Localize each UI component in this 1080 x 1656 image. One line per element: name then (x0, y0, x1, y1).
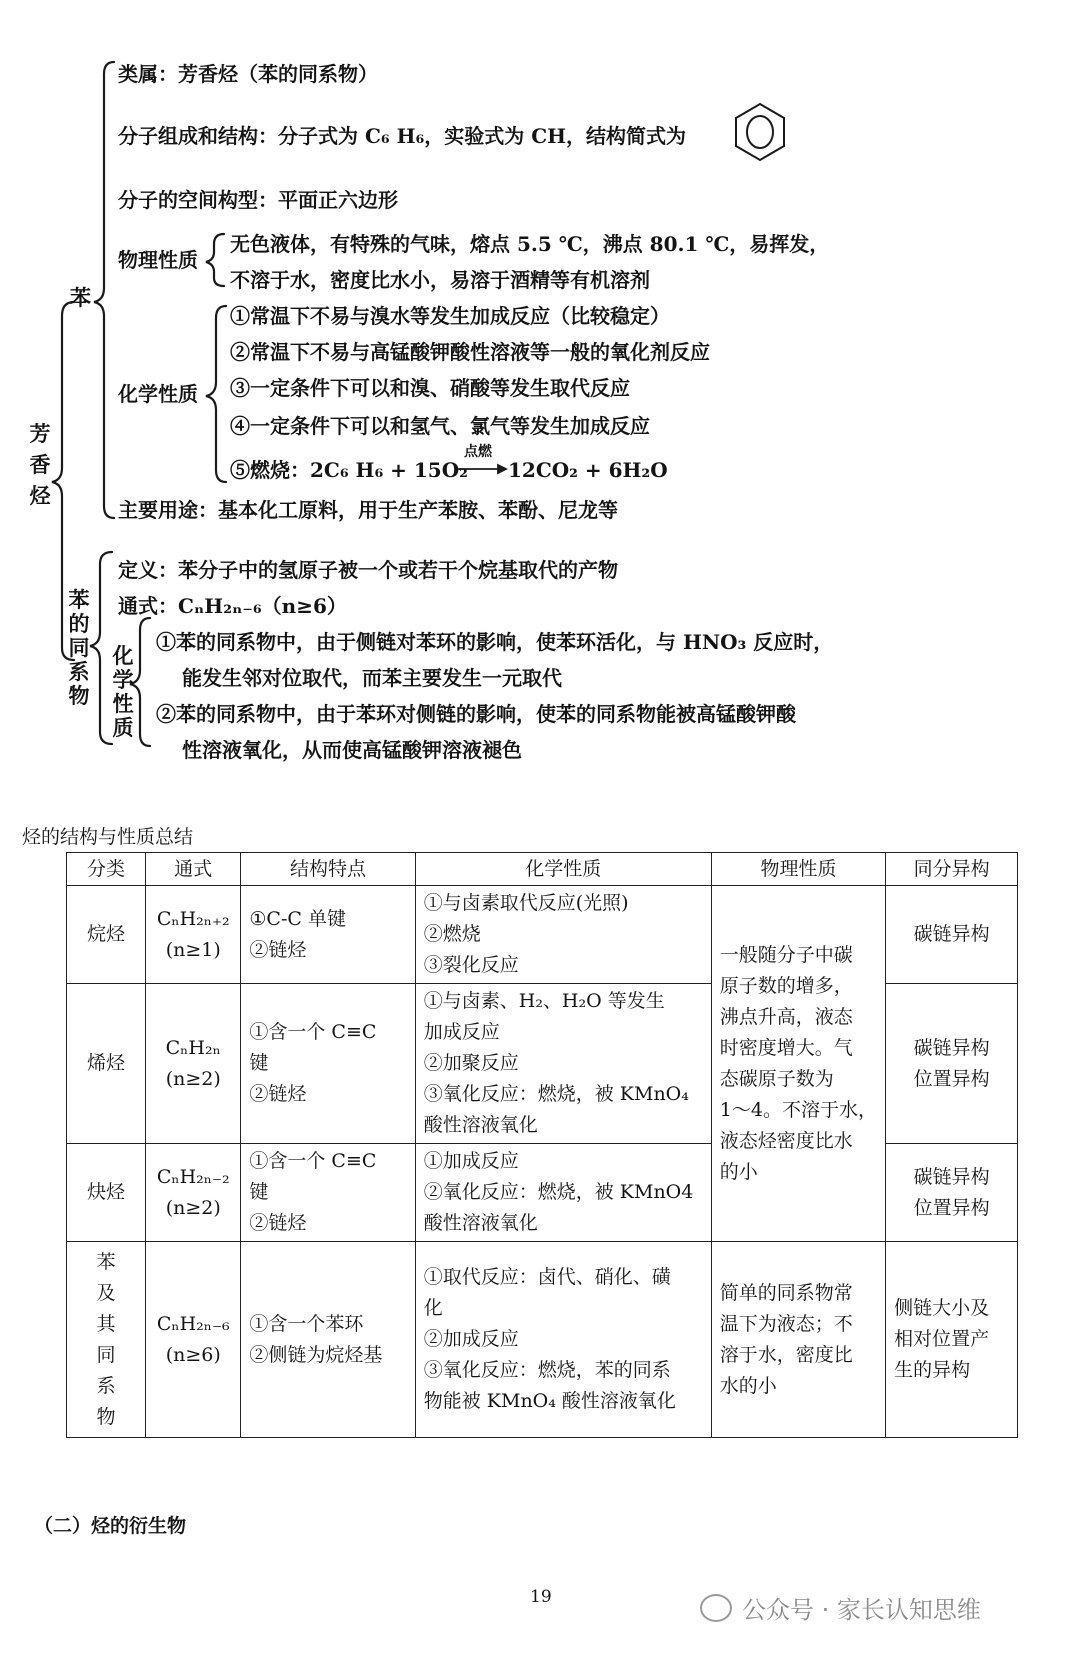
isomer-line: 相对位置产 (894, 1328, 990, 1350)
benzene-geometry: 分子的空间构型：平面正六边形 (118, 188, 398, 212)
cell-chemical (415, 1242, 711, 1438)
cell-isomer (886, 1242, 1018, 1438)
isomer-line: 侧链大小及 (894, 1297, 990, 1319)
section-heading: （二）烃的衍生物 (34, 1515, 187, 1537)
structure-line: ①含一个 C≡C (249, 1021, 377, 1043)
combustion-reactants: ⑤燃烧：2C₆ H₆ + 15O₂ (230, 458, 468, 482)
cell-structure (241, 1144, 415, 1242)
physical-line: 1～4。不溶于水， (719, 1098, 877, 1121)
category-vertical: 苯及其同系物 (96, 1250, 116, 1428)
combustion-condition: 点燃 (464, 444, 492, 460)
header-formula: 通式 (146, 853, 241, 886)
benzene-label: 苯 (70, 285, 91, 310)
cell-physical (711, 1242, 885, 1438)
cell-isomer (886, 886, 1018, 984)
isomer-line: 碳链异构 (913, 1165, 990, 1188)
benzene-category: 类属：芳香烃（苯的同系物） (118, 62, 378, 86)
chemical-line: 物能被 KMnO₄ 酸性溶液氧化 (423, 1390, 676, 1412)
chem-line-3: ③一定条件下可以和溴、硝酸等发生取代反应 (230, 376, 630, 400)
homolog-general-formula: 通式：CₙH₂ₙ₋₆（n≥6） (118, 594, 347, 618)
combustion-products: 12CO₂ + 6H₂O (508, 458, 668, 482)
formula-condition: (n≥2) (165, 1067, 221, 1090)
header-category: 分类 (67, 853, 146, 886)
formula-text: CₙH₂ₙ₋₆ (156, 1312, 230, 1335)
header-chemical: 化学性质 (415, 853, 711, 886)
cell-chemical (415, 886, 711, 984)
chem-line-4: ④一定条件下可以和氢气、氯气等发生加成反应 (230, 414, 650, 438)
physical-line: 液态烃密度比水 (719, 1129, 853, 1152)
homolog-line-3: ②苯的同系物中，由于苯环对侧链的影响，使苯的同系物能被高锰酸钾酸 (156, 702, 796, 726)
isomer-line: 碳链异构 (913, 923, 990, 945)
structure-line: ①含一个 C≡C (249, 1150, 377, 1172)
homolog-label: 苯的同系物 (68, 587, 90, 708)
cell-chemical (415, 984, 711, 1144)
page-number: 19 (530, 1587, 552, 1607)
formula-condition: (n≥2) (165, 1196, 221, 1219)
cell-structure (241, 984, 415, 1144)
structure-line: ②侧链为烷烃基 (249, 1343, 383, 1366)
physical-line: 时密度增大。气 (719, 1036, 853, 1059)
table-row (67, 1242, 1018, 1438)
header-structure: 结构特点 (241, 853, 415, 886)
root-label-vertical (28, 418, 52, 511)
structure-line: 键 (249, 1181, 269, 1203)
homolog-definition: 定义：苯分子中的氢原子被一个或若干个烷基取代的产物 (118, 558, 618, 582)
isomer-line: 位置异构 (913, 1067, 990, 1090)
chemical-line: ②氧化反应：燃烧，被 KMnO4 (423, 1181, 694, 1203)
cell-formula (146, 984, 241, 1144)
chemical-line: 酸性溶液氧化 (423, 1114, 538, 1136)
chemical-line: ③氧化反应：燃烧，被 KMnO₄ (423, 1083, 689, 1105)
watermark (700, 1590, 981, 1625)
chemical-line: ①与卤素取代反应(光照) (423, 892, 629, 914)
structure-line: 键 (249, 1052, 269, 1074)
cell-physical-merged (711, 886, 885, 1242)
structure-line: ①含一个苯环 (249, 1312, 364, 1335)
physical-line: 的小 (719, 1160, 758, 1183)
physical-line: 温下为液态；不 (719, 1312, 853, 1335)
physical-line: 溶于水，密度比 (719, 1343, 853, 1366)
cell-structure (241, 886, 415, 984)
cell-formula (146, 1242, 241, 1438)
homolog-line-1: ①苯的同系物中，由于侧链对苯环的影响，使苯环活化，与 HNO₃ 反应时， (156, 630, 834, 654)
formula-text: CₙH₂ₙ₋₂ (156, 1165, 230, 1188)
formula-text: CₙH₂ₙ₊₂ (156, 907, 230, 930)
root-label: 芳香烃 (29, 421, 51, 508)
benzene-uses: 主要用途：基本化工原料，用于生产苯胺、苯酚、尼龙等 (118, 498, 618, 522)
benzene-ring-icon (736, 104, 784, 160)
cell-category: 炔烃 (67, 1144, 146, 1242)
chemical-line: 加成反应 (423, 1021, 500, 1043)
physical-props-label: 物理性质 (118, 248, 198, 272)
hydrocarbon-summary-table (66, 852, 1018, 1438)
physical-line: 水的小 (719, 1374, 777, 1397)
formula-condition: (n≥1) (165, 938, 221, 961)
formula-condition: (n≥6) (165, 1343, 221, 1366)
cell-category: 烯烃 (67, 984, 146, 1144)
cell-category: 烷烃 (67, 886, 146, 984)
cell-isomer (886, 1144, 1018, 1242)
table-header-row (67, 853, 1018, 886)
chem-line-2: ②常温下不易与高锰酸钾酸性溶液等一般的氧化剂反应 (230, 340, 710, 364)
watermark-text: 公众号 · 家长认知思维 (742, 1596, 981, 1624)
structure-line: ②链烃 (249, 1212, 307, 1234)
physical-line-1: 无色液体，有特殊的气味，熔点 5.5 ℃，沸点 80.1 ℃，易挥发， (230, 232, 830, 256)
chemical-line: ①与卤素、H₂、H₂O 等发生 (423, 990, 665, 1012)
chemical-line: ②燃烧 (423, 923, 481, 945)
structure-line: ②链烃 (249, 938, 307, 961)
cell-isomer (886, 984, 1018, 1144)
chemical-props-label: 化学性质 (118, 382, 198, 406)
chemical-line: ③氧化反应：燃烧，苯的同系 (423, 1359, 671, 1381)
physical-line: 原子数的增多， (719, 974, 853, 997)
structure-line: ①C-C 单键 (249, 907, 346, 930)
chem-line-1: ①常温下不易与溴水等发生加成反应（比较稳定） (230, 304, 670, 328)
cell-formula (146, 1144, 241, 1242)
isomer-line: 生的异构 (894, 1359, 971, 1381)
structure-line: ②链烃 (249, 1083, 307, 1105)
chemical-line: ①取代反应：卤代、硝化、磺 (423, 1266, 671, 1288)
physical-line: 简单的同系物常 (719, 1281, 853, 1304)
chemical-line: 化 (423, 1297, 443, 1319)
header-isomer: 同分异构 (886, 853, 1018, 886)
physical-line: 一般随分子中碳 (719, 943, 853, 966)
benzene-formula-line: 分子组成和结构：分子式为 C₆ H₆，实验式为 CH，结构简式为 (118, 124, 687, 148)
chemical-line: 酸性溶液氧化 (423, 1212, 538, 1234)
chemical-line: ②加成反应 (423, 1328, 519, 1350)
cell-chemical (415, 1144, 711, 1242)
cell-category (67, 1242, 146, 1438)
physical-line: 态碳原子数为 (719, 1067, 834, 1090)
wechat-icon (700, 1594, 732, 1622)
chemical-line: ③裂化反应 (423, 954, 519, 976)
header-physical: 物理性质 (711, 853, 885, 886)
cell-structure (241, 1242, 415, 1438)
table-row (67, 886, 1018, 984)
chemical-line: ②加聚反应 (423, 1052, 519, 1074)
homolog-label-vertical (68, 588, 92, 708)
cell-formula (146, 886, 241, 984)
homolog-line-4: 性溶液氧化，从而使高锰酸钾溶液褪色 (182, 738, 522, 762)
physical-line-2: 不溶于水，密度比水小，易溶于酒精等有机溶剂 (230, 268, 650, 292)
homolog-line-2: 能发生邻对位取代，而苯主要发生一元取代 (182, 666, 562, 690)
homolog-chem-label: 化学性质 (112, 643, 134, 740)
isomer-line: 碳链异构 (913, 1036, 990, 1059)
chemical-line: ①加成反应 (423, 1150, 519, 1172)
homolog-chem-label-vertical (112, 644, 136, 740)
isomer-line: 位置异构 (913, 1196, 990, 1219)
table-title: 烃的结构与性质总结 (22, 826, 194, 848)
physical-line: 沸点升高，液态 (719, 1005, 853, 1028)
formula-text: CₙH₂ₙ (165, 1036, 221, 1059)
